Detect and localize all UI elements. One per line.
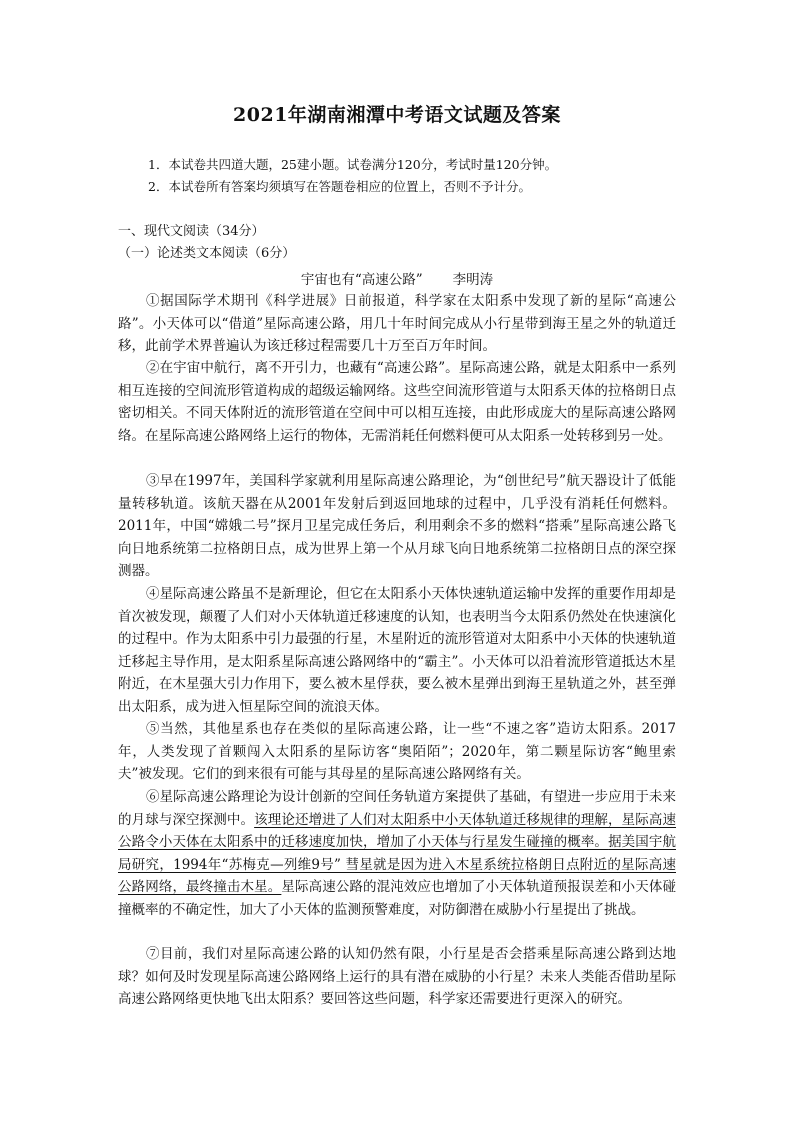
- paragraph-7: ⑦目前，我们对星际高速公路的认知仍然有限，小行星是否会搭乘星际高速公路到达地球？如何及时发现星际高速公路网络上运行的具有潜在威胁的小行星？未来人类能否借助星际高速公路网络更快地飞出太阳系？要回答这些问题，科学家还需要进行更深入的研究。: [118, 946, 676, 1007]
- page-title: 2021年湖南湘潭中考语文试题及答案: [233, 104, 561, 126]
- instruction-note-1: 1．本试卷共四道大题，25建小题。试卷满分120分，考试时量120分钟。: [148, 157, 558, 172]
- section-heading: 一、现代文阅读（34分）: [118, 224, 265, 239]
- paragraph-6-part-a: ⑥星际高速公路理论为设计创新的空间任务轨道方案提供了基础，有望进一步应用于未来的月球与深空探测中。: [118, 789, 676, 828]
- subsection-heading: （一）论述类文本阅读（6分）: [118, 246, 296, 261]
- paragraph-6-underlined-b: 据美国宇航局研究，1994年“苏梅克—列维9号” 彗星就是因为进入木星系统拉格朗日点附近的星际高速公路网络，最终撞击木星。: [118, 834, 677, 895]
- paragraph-2: ②在宇宙中航行，离不开引力，也藏有“高速公路”。星际高速公路，就是太阳系中一系列相互连接的空间流形管道构成的超级运输网络。这些空间流形管道与太阳系天体的拉格朗日点密切相关。不同天体附近的流形管道在空间中可以相互连接，由此形成庞大的星际高速公路网络。在星际高速公路网络上运行的物体，无需消耗任何燃料便可从太阳系一处转移到另一处。: [118, 360, 676, 444]
- article-author: 李明涛: [452, 272, 494, 288]
- article-title: 宇宙也有“高速公路”: [300, 272, 423, 288]
- paragraph-4: ④星际高速公路虽不是新理论，但它在太阳系小天体快速轨道运输中发挥的重要作用却是首次被发现，颠覆了人们对小天体轨道迁移速度的认知，也表明当今太阳系仍然处在快速演化的过程中。作为太阳系中引力最强的行星，木星附近的流形管道对太阳系中小天体的快速轨道迁移起主导作用，是太阳系星际高速公路网络中的“霸主”。小天体可以沿着流形管道抵达木星附近，在木星强大引力作用下，要么被木星俘获，要么被木星弹出到海王星轨道之外，甚至弹出太阳系，成为进入恒星际空间的流浪天体。: [118, 586, 676, 715]
- article-title-line: [0, 268, 794, 288]
- paragraph-5: ⑤当然，其他星系也存在类似的星际高速公路，让一些“不速之客”造访太阳系。2017年，人类发现了首颗闯入太阳系的星际访客“奥陌陌”；2020年，第二颗星际访客“鲍里索夫”被发现。它们的到来很有可能与其母星的星际高速公路网络有关。: [118, 721, 676, 782]
- paragraph-6: [118, 786, 676, 921]
- paragraph-6-underlined-a: 该理论还增进了人们对太阳系中小天体轨道迁移规律的理解，星际高速公路令小天体在太阳系中的迁移速度加快，增加了小天体与行星发生碰撞的概率。: [118, 811, 676, 850]
- instruction-note-2: 2．本试卷所有答案均须填写在答题卷相应的位置上，否则不予计分。: [148, 179, 531, 194]
- paragraph-3: ③早在1997年，美国科学家就利用星际高速公路理论，为“创世纪号”航天器设计了低能量转移轨道。该航天器在从2001年发射后到返回地球的过程中，几乎没有消耗任何燃料。2011年，中国“嫦娥二号”探月卫星完成任务后，利用剩余不多的燃料“搭乘”星际高速公路飞向日地系统第二拉格朗日点，成为世界上第一个从月球飞向日地系统第二拉格朗日点的深空探测器。: [118, 473, 676, 579]
- paragraph-1: ①据国际学术期刊《科学进展》日前报道，科学家在太阳系中发现了新的星际“高速公路”。小天体可以“借道”星际高速公路，用几十年时间完成从小行星带到海王星之外的轨道迁移，此前学术界普遍认为该迁移过程需要几十万至百万年时间。: [118, 293, 676, 354]
- paragraph-6-part-d: 星际高速公路的混沌效应也增加了小天体轨道预报误差和小天体碰撞概率的不确定性，加大了小天体的监测预警难度，对防御潜在威胁小行星提出了挑战。: [118, 879, 677, 918]
